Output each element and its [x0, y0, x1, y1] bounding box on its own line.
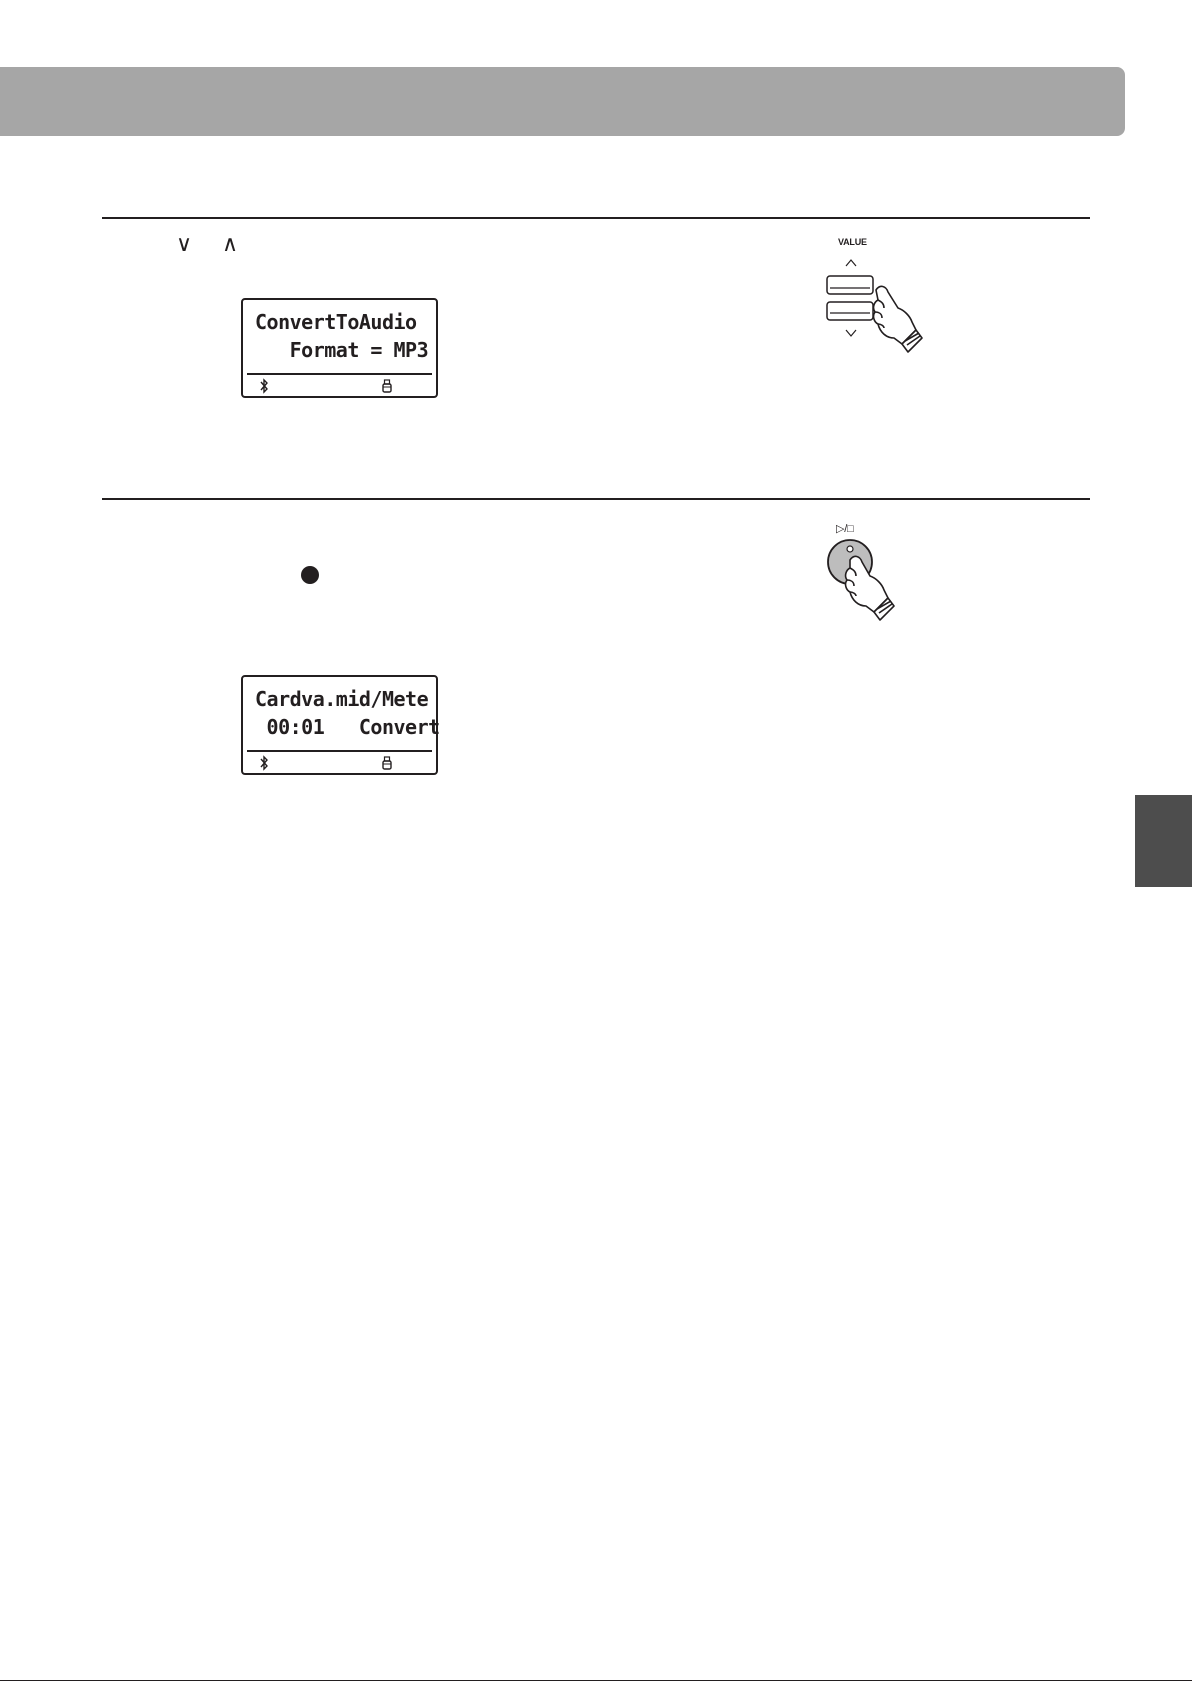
lcd-line-2: 00:01 Convert [255, 715, 440, 739]
lcd-line-2: Format = MP3 [255, 338, 429, 362]
record-bullet-icon [301, 566, 319, 584]
pointing-hand-icon [874, 286, 922, 352]
lcd-display-format [241, 298, 438, 398]
lcd-line-1: ConvertToAudio [255, 310, 417, 334]
value-label: VALUE [838, 237, 867, 247]
usb-icon [380, 755, 394, 771]
lcd-divider [247, 373, 432, 375]
lcd-divider [247, 750, 432, 752]
value-down-button [827, 302, 873, 320]
caret-down-icon [846, 330, 856, 336]
value-down-glyph: ∨ [176, 231, 193, 256]
play-stop-button-illustration [820, 536, 920, 628]
chapter-side-tab [1135, 795, 1192, 887]
section-divider-2 [102, 498, 1090, 500]
value-up-glyph: ∧ [222, 231, 239, 256]
value-up-button [827, 276, 873, 294]
value-buttons-illustration [820, 252, 940, 364]
caret-up-icon [846, 260, 856, 266]
led-indicator-icon [847, 546, 853, 552]
play-stop-label: ▷/□ [836, 523, 854, 535]
page-footer-rule [0, 1680, 1192, 1681]
bluetooth-icon [257, 378, 271, 394]
lcd-display-convert [241, 675, 438, 775]
header-band [0, 67, 1125, 136]
lcd-line-1: Cardva.mid/Mete [255, 687, 429, 711]
bluetooth-icon [257, 755, 271, 771]
usb-icon [380, 378, 394, 394]
section-divider-1 [102, 217, 1090, 219]
